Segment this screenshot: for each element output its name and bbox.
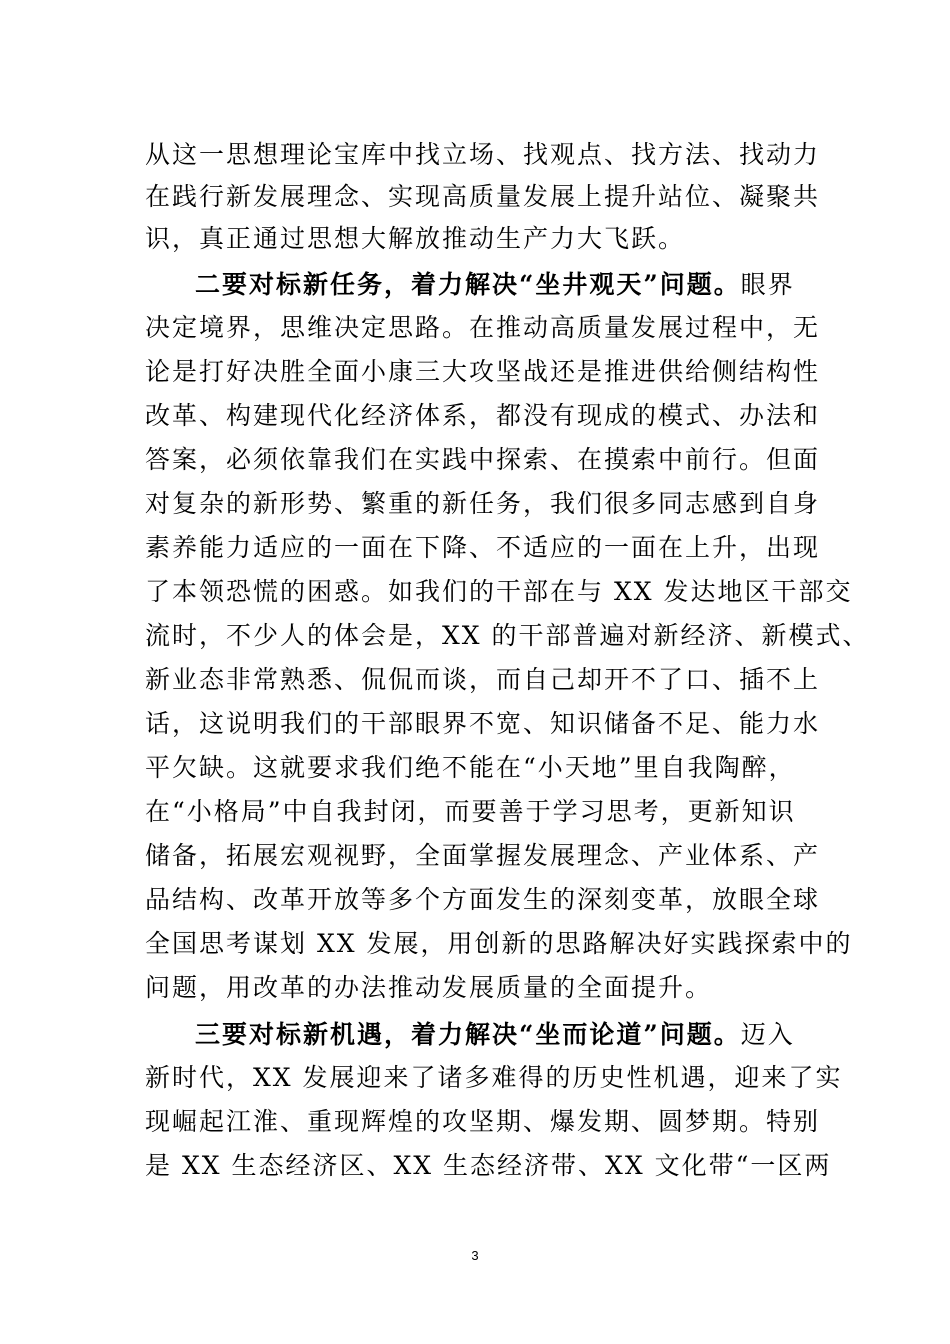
paragraph-line: 对复杂的新形势、繁重的新任务，我们很多同志感到自身: [145, 489, 821, 518]
paragraph-line: 识，真正通过思想大解放推动生产力大飞跃。: [145, 224, 686, 253]
paragraph-line-heading: [195, 270, 795, 300]
paragraph-line: 品结构、改革开放等多个方面发生的深刻变革，放眼全球: [145, 885, 821, 914]
paragraph-line: 在“小格局”中自我封闭，而要善于学习思考，更新知识: [145, 797, 796, 826]
paragraph-line: 从这一思想理论宝库中找立场、找观点、找方法、找动力: [145, 140, 821, 169]
paragraph-line: 改革、构建现代化经济体系，都没有现成的模式、办法和: [145, 401, 821, 430]
paragraph-line: 全国思考谋划 XX 发展，用创新的思路解决好实践探索中的: [145, 929, 853, 958]
section-heading-3: 三要对标新机遇，着力解决“坐而论道”问题。: [195, 1020, 741, 1049]
paragraph-line: 现崛起江淮、重现辉煌的攻坚期、爆发期、圆梦期。特别: [145, 1107, 821, 1136]
paragraph-line: 是 XX 生态经济区、XX 生态经济带、XX 文化带“一区两: [145, 1151, 832, 1180]
paragraph-line: 在践行新发展理念、实现高质量发展上提升站位、凝聚共: [145, 182, 821, 211]
paragraph-line: 新业态非常熟悉、侃侃而谈，而自己却开不了口、插不上: [145, 665, 821, 694]
page-number: 3: [471, 1248, 479, 1263]
paragraph-line-heading: [195, 1020, 795, 1050]
paragraph-text: 眼界: [740, 270, 795, 299]
section-heading-2: 二要对标新任务，着力解决“坐井观天”问题。: [195, 270, 741, 299]
paragraph-line: 决定境界，思维决定思路。在推动高质量发展过程中，无: [145, 313, 821, 342]
paragraph-line: 问题，用改革的办法推动发展质量的全面提升。: [145, 973, 713, 1002]
paragraph-line: 流时，不少人的体会是，XX 的干部普遍对新经济、新模式、: [145, 621, 870, 650]
paragraph-text: 迈入: [740, 1020, 795, 1049]
paragraph-line: 储备，拓展宏观视野，全面掌握发展理念、产业体系、产: [145, 841, 821, 870]
paragraph-line: 平欠缺。这就要求我们绝不能在“小天地”里自我陶醉，: [145, 753, 796, 782]
paragraph-line: 了本领恐慌的困惑。如我们的干部在与 XX 发达地区干部交: [145, 577, 853, 606]
paragraph-line: 答案，必须依靠我们在实践中探索、在摸索中前行。但面: [145, 445, 821, 474]
paragraph-line: 话，这说明我们的干部眼界不宽、知识储备不足、能力水: [145, 709, 821, 738]
paragraph-line: 论是打好决胜全面小康三大攻坚战还是推进供给侧结构性: [145, 357, 821, 386]
paragraph-line: 新时代，XX 发展迎来了诸多难得的历史性机遇，迎来了实: [145, 1063, 843, 1092]
paragraph-line: 素养能力适应的一面在下降、不适应的一面在上升，出现: [145, 533, 821, 562]
